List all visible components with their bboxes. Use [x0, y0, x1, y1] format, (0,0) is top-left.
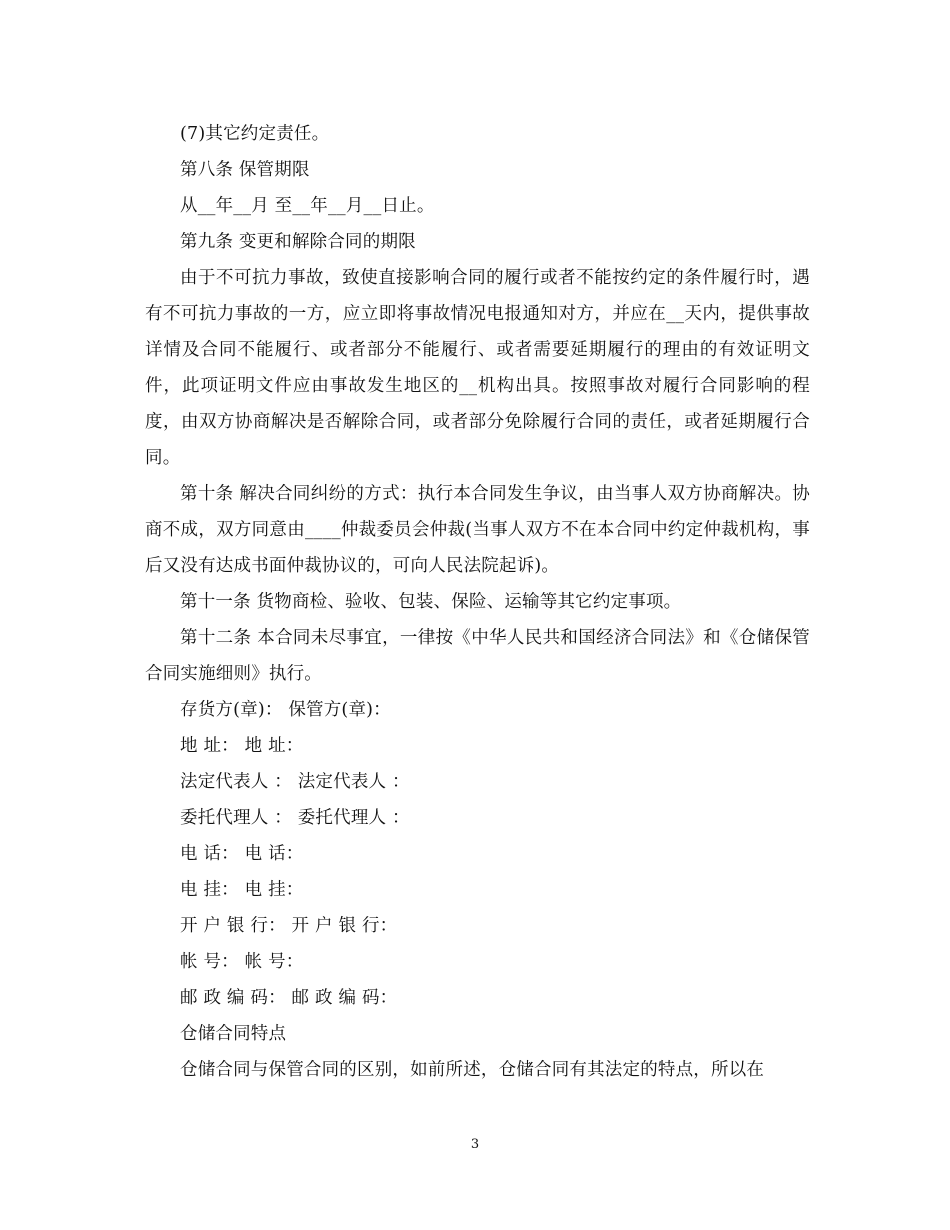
features-intro-line: 仓储合同与保管合同的区别，如前所述，仓储合同有其法定的特点，所以在: [180, 1060, 765, 1080]
article-10-dispute-paragraph: 第十条 解决合同纠纷的方式：执行本合同发生争议，由当事人双方协商解决。协商不成，双方同意由____仲裁委员会仲裁(当事人双方不在本合同中约定仲裁机构，事后又没有达成书面仲裁协议的，可向人民法院起诉)。: [145, 484, 810, 576]
telephone-line: 电 话： 电 话：: [180, 844, 304, 864]
postal-code-line: 邮 政 编 码： 邮 政 编 码：: [180, 988, 398, 1008]
authorized-agent-line: 委托代理人 ： 委托代理人 ：: [180, 808, 410, 828]
force-majeure-paragraph: 由于不可抗力事故，致使直接影响合同的履行或者不能按约定的条件履行时，遇有不可抗力事故的一方，应立即将事故情况电报通知对方，并应在__天内，提供事故详情及合同不能履行、或者部分不能履行、或者需要延期履行的理由的有效证明文件，此项证明文件应由事故发生地区的__机构出具。按照事故对履行合同影响的程度，由双方协商解决是否解除合同，或者部分免除履行合同的责任，或者延期履行合同。: [145, 268, 810, 468]
article-12-paragraph: 第十二条 本合同未尽事宜，一律按《中华人民共和国经济合同法》和《仓储保管合同实施细则》执行。: [145, 628, 810, 684]
article-8-heading: 第八条 保管期限: [180, 160, 310, 180]
article-11-line: 第十一条 货物商检、验收、包装、保险、运输等其它约定事项。: [180, 592, 682, 612]
account-number-line: 帐 号： 帐 号：: [180, 952, 304, 972]
telegraph-line: 电 挂： 电 挂：: [180, 880, 304, 900]
signature-seal-line: 存货方(章)： 保管方(章)：: [180, 700, 391, 720]
address-line: 地 址： 地 址：: [180, 736, 304, 756]
article-9-heading: 第九条 变更和解除合同的期限: [180, 232, 416, 252]
storage-period-line: 从__年__月 至__年__月__日止。: [180, 196, 435, 216]
bank-line: 开 户 银 行： 开 户 银 行：: [180, 916, 398, 936]
page-number: 3: [470, 1137, 480, 1152]
section-heading-features: 仓储合同特点: [180, 1024, 287, 1044]
clause-7-other-liabilities: (7)其它约定责任。: [180, 124, 330, 144]
document-body: [145, 116, 810, 1088]
legal-representative-line: 法定代表人 ： 法定代表人 ：: [180, 772, 410, 792]
